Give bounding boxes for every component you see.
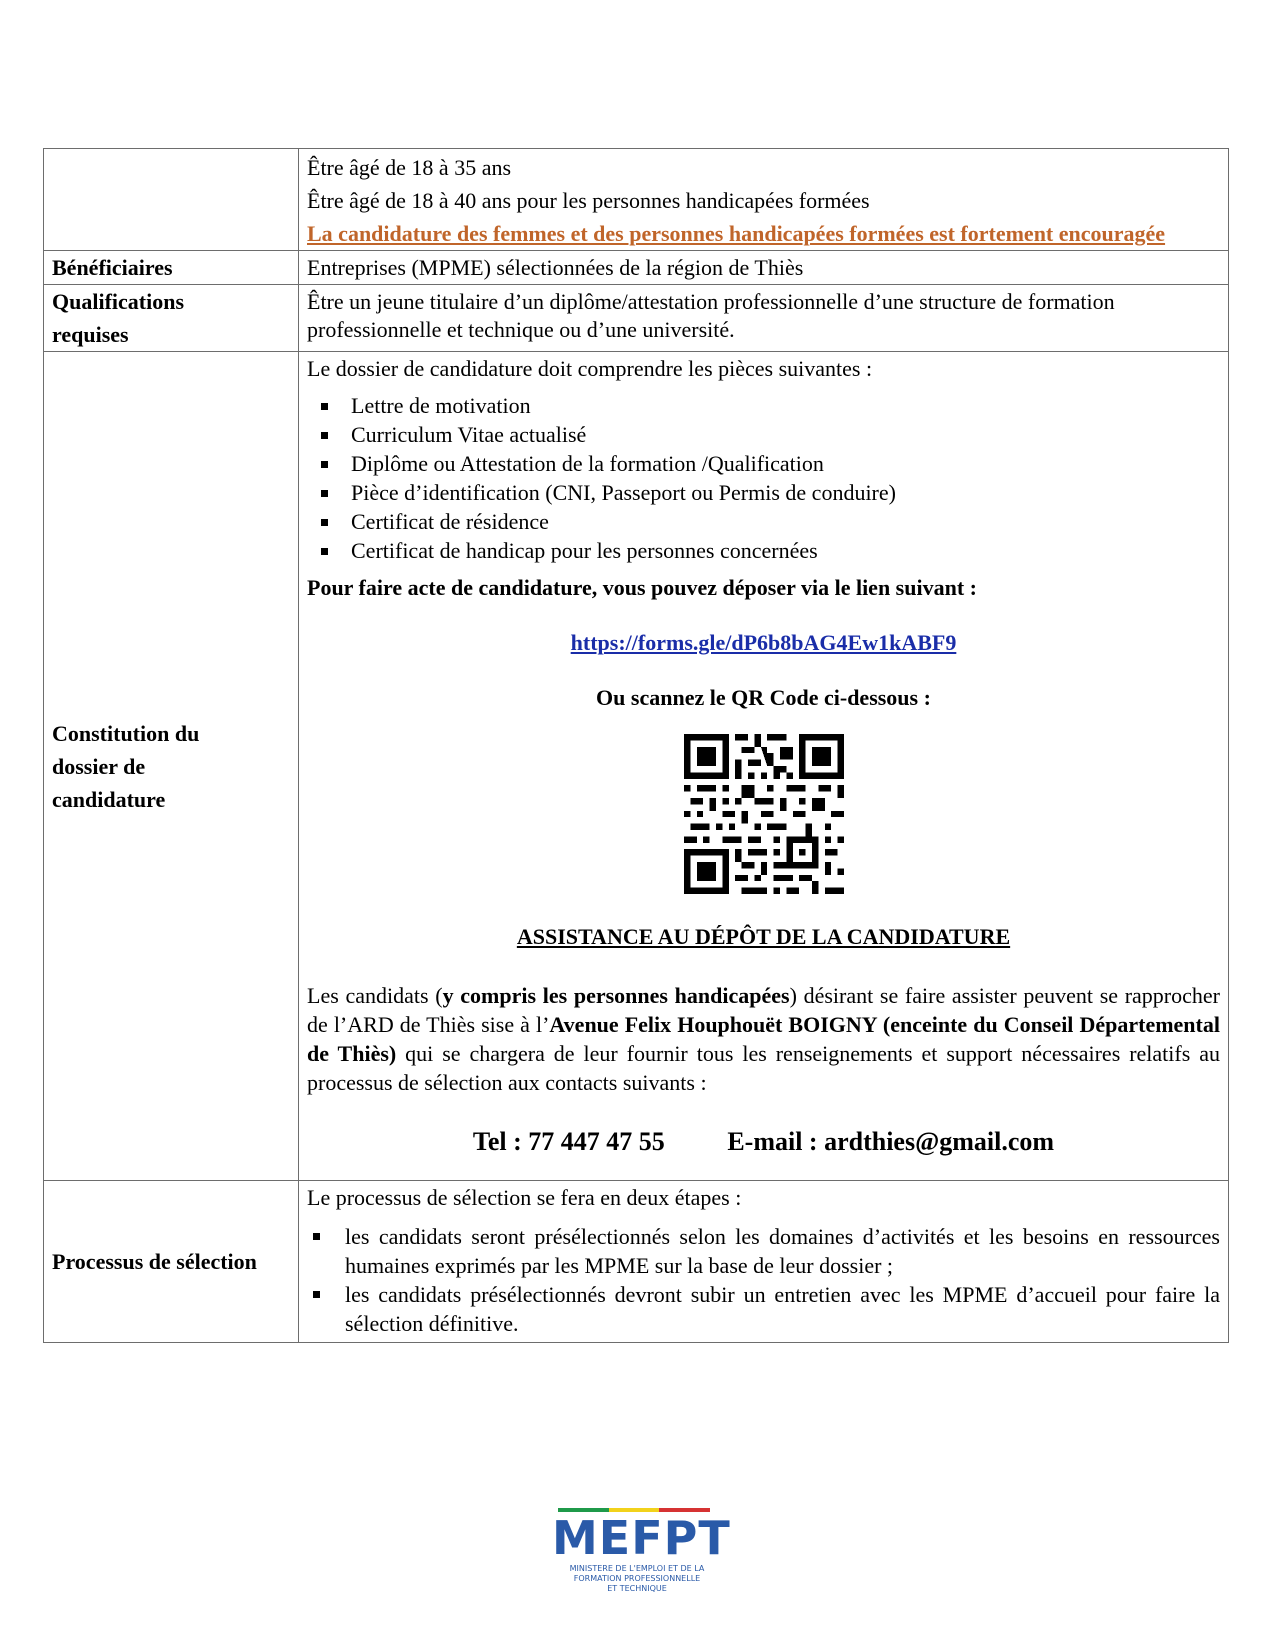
beneficiaires-label: Bénéficiaires [44,251,299,285]
assistance-text-1: Les candidats ( [307,983,443,1008]
qr-code-wrap [307,734,1220,894]
dossier-row [44,352,1229,1181]
beneficiaires-value: Entreprises (MPME) sélectionnées de la région de Thiès [299,251,1229,285]
info-table [43,148,1229,1343]
contacts-line [307,1125,1220,1158]
qualifications-row [44,285,1229,352]
list-item: les candidats seront présélectionnés selon les domaines d’activités et les besoins en ressources humaines exprimés par les MPME sur la base de leur dossier ; [307,1222,1220,1280]
application-link-wrap [307,626,1220,659]
logo-name: MEFPT [552,1511,731,1565]
qr-instructions: Ou scannez le QR Code ci-dessous : [596,685,931,710]
eligibility-row [44,149,1229,251]
list-item: Curriculum Vitae actualisé [307,420,1220,449]
mefpt-logo [552,1508,731,1608]
encouragement-note: La candidature des femmes et des personnes handicapées formées est fortement encouragée [307,221,1166,246]
logo-sub-line2: FORMATION PROFESSIONNELLE [573,1574,701,1583]
list-item: Lettre de motivation [307,391,1220,420]
eligibility-content-cell [299,149,1229,251]
dossier-items-list [307,391,1220,565]
contact-tel: Tel : 77 447 47 55 [472,1127,665,1156]
processus-content-cell [299,1181,1229,1343]
list-item: Diplôme ou Attestation de la formation /Qualification [307,449,1220,478]
dossier-label-line1: Constitution du [52,720,200,746]
qualifications-value: Être un jeune titulaire d’un diplôme/attestation professionnelle d’une structure de formation professionnelle et technique ou d’une université. [299,285,1229,352]
assistance-text-2: ) désirant se faire assister peuvent se rapprocher de l’ARD de Thiès sise à l’ [307,983,1220,1037]
age-requirement-disabled: Être âgé de 18 à 40 ans pour les personnes handicapées formées [307,188,870,213]
list-item: Certificat de résidence [307,507,1220,536]
assistance-bold-2: Avenue Felix Houphouët BOIGNY (enceinte du Conseil Départemental de Thiès) [307,1012,1220,1066]
qr-code[interactable] [684,734,844,894]
qualifications-label [44,285,299,352]
assistance-title: ASSISTANCE AU DÉPÔT DE LA CANDIDATURE [516,924,1011,949]
processus-label: Processus de sélection [44,1181,299,1343]
logo-sub-line1: MINISTERE DE L'EMPLOI ET DE LA [569,1564,705,1573]
list-item: les candidats présélectionnés devront subir un entretien avec les MPME d’accueil pour faire la sélection définitive. [307,1280,1220,1338]
processus-steps-list [307,1222,1220,1338]
dossier-label-line3: candidature [52,786,166,812]
eligibility-label-cell [44,149,299,251]
dossier-label-line2: dossier de [52,753,146,779]
dossier-intro: Le dossier de candidature doit comprendre les pièces suivantes : [307,356,873,381]
assistance-bold-1: y compris les personnes handicapées [442,983,790,1008]
dossier-label [44,352,299,1181]
dossier-content-cell [299,352,1229,1181]
processus-intro: Le processus de sélection se fera en deux étapes : [307,1185,742,1210]
contact-email: E-mail : ardthies@gmail.com [727,1127,1055,1156]
qualifications-label-line2: requises [52,322,129,347]
processus-row [44,1181,1229,1343]
assistance-paragraph [307,981,1220,1097]
list-item: Certificat de handicap pour les personnes concernées [307,536,1220,565]
beneficiaires-row [44,251,1229,285]
application-link[interactable]: https://forms.gle/dP6b8bAG4Ew1kABF9 [570,630,957,655]
assistance-text-3: qui se chargera de leur fournir tous les renseignements et support nécessaires relatifs au processus de sélection aux contacts suivants : [307,1041,1220,1095]
qualifications-label-line1: Qualifications [52,289,185,314]
age-requirement: Être âgé de 18 à 35 ans [307,155,512,180]
apply-instructions: Pour faire acte de candidature, vous pouvez déposer via le lien suivant : [307,575,977,600]
logo-sub-line3: ET TECHNIQUE [607,1584,667,1593]
list-item: Pièce d’identification (CNI, Passeport ou Permis de conduire) [307,478,1220,507]
